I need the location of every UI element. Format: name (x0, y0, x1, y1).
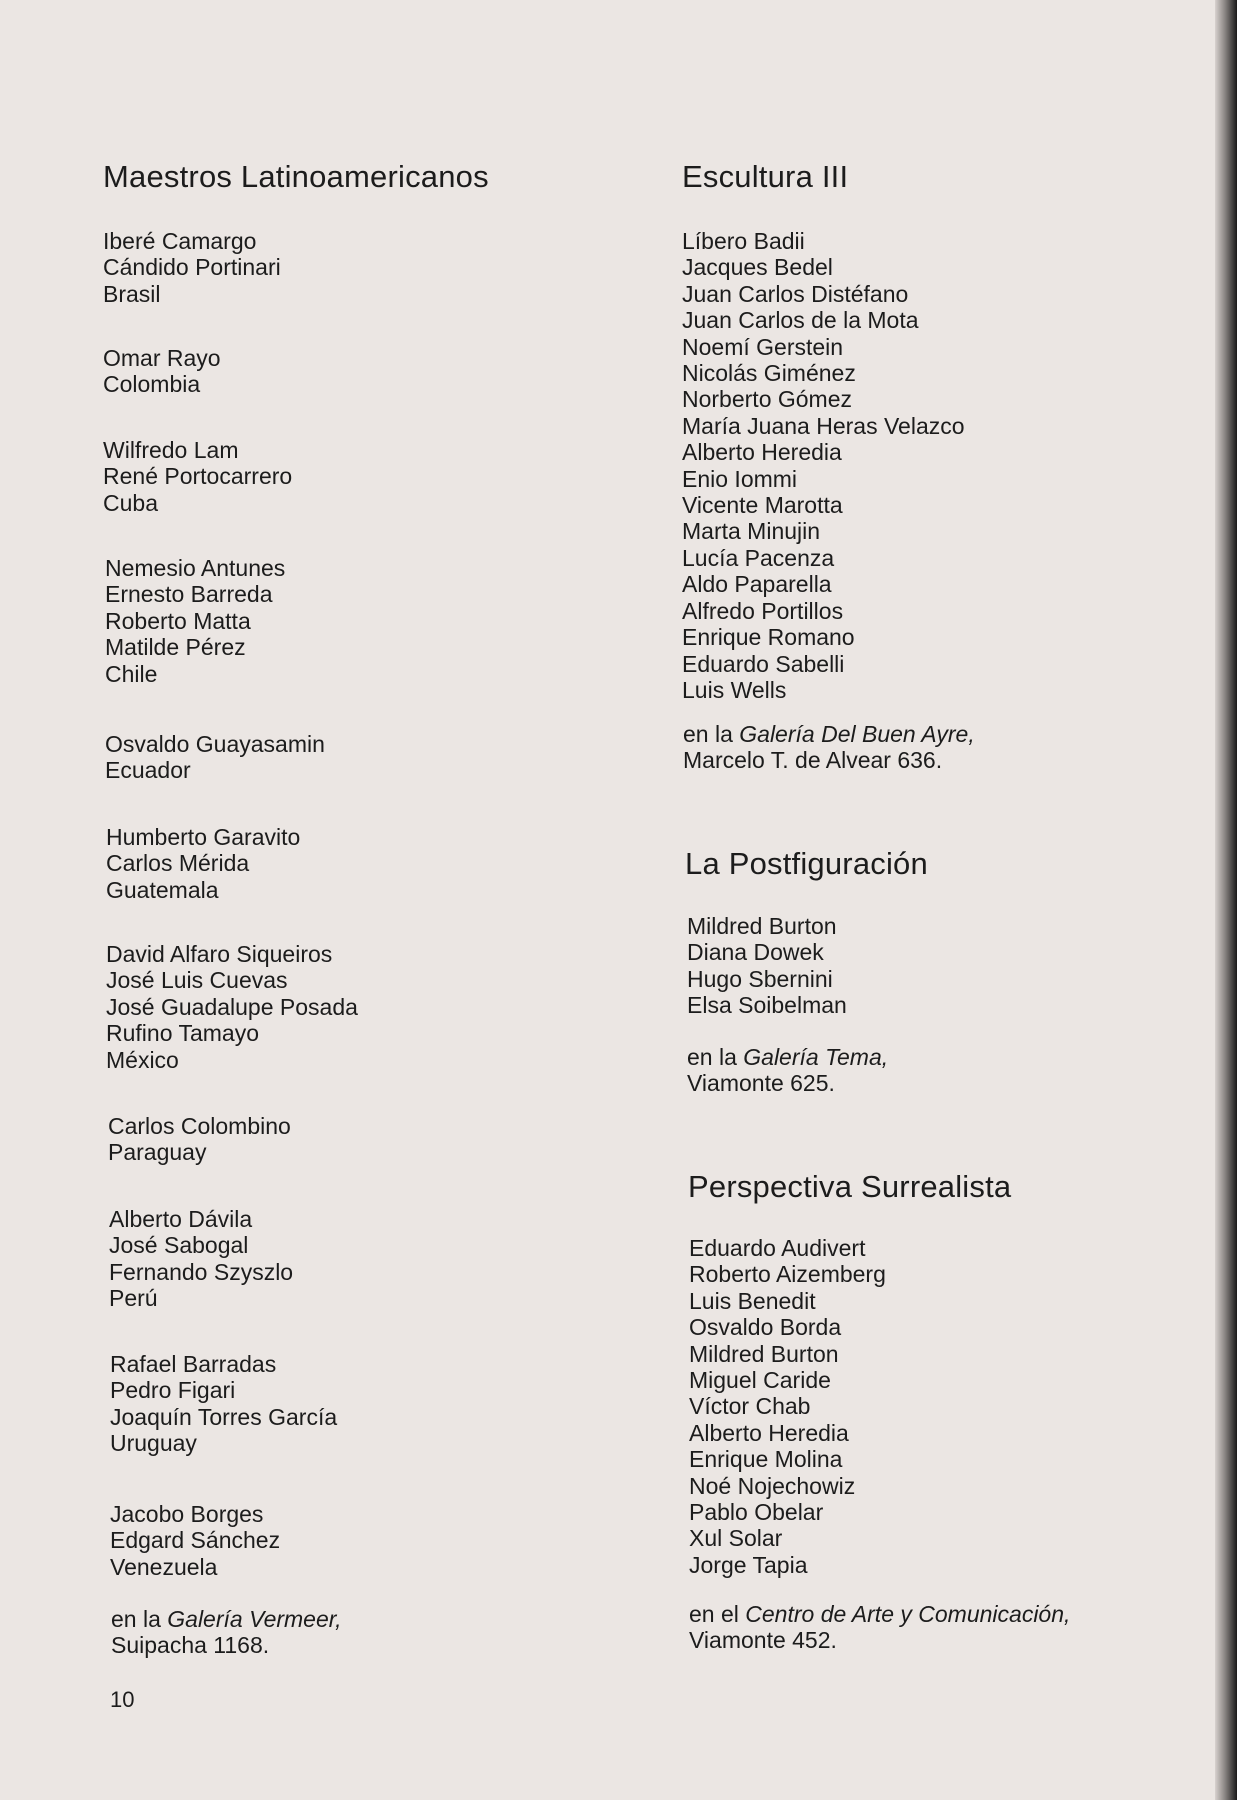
section-title-surrealista: Perspectiva Surrealista (688, 1169, 1012, 1204)
venue-prefix: en la (687, 1044, 744, 1070)
artist-name: Edgard Sánchez (110, 1527, 281, 1554)
venue-line (111, 1606, 342, 1632)
venue-address: Viamonte 452. (689, 1627, 837, 1654)
artist-name: Eduardo Sabelli (682, 650, 845, 677)
artist-name: José Sabogal (109, 1232, 249, 1259)
artist-name: José Guadalupe Posada (106, 993, 358, 1020)
country-name: Uruguay (110, 1430, 197, 1457)
venue-vermeer (111, 1606, 342, 1659)
artist-group-guatemala (106, 824, 300, 903)
section-title-postfiguracion: La Postfiguración (685, 846, 928, 881)
venue-line (687, 1044, 888, 1070)
artist-name: Norberto Gómez (682, 386, 853, 413)
artist-list-escultura (682, 228, 965, 703)
venue-address: Marcelo T. de Alvear 636. (683, 747, 943, 774)
artist-group-mexico (106, 941, 358, 1073)
artist-name: Pedro Figari (110, 1377, 236, 1404)
artist-name: Luis Wells (682, 676, 787, 703)
venue-prefix: en el (689, 1601, 746, 1627)
artist-name: Enrique Romano (682, 624, 855, 651)
artist-name: Mildred Burton (687, 913, 837, 939)
artist-name: Ernesto Barreda (105, 581, 273, 608)
artist-name: Pablo Obelar (689, 1499, 824, 1526)
artist-group-peru (109, 1206, 293, 1312)
artist-name: Líbero Badii (682, 228, 805, 254)
artist-name: René Portocarrero (103, 463, 293, 490)
country-name: Venezuela (110, 1553, 218, 1580)
artist-name: Joaquín Torres García (110, 1403, 338, 1430)
venue-prefix: en la (111, 1606, 168, 1632)
artist-name: Jacobo Borges (110, 1501, 264, 1527)
artist-name: Víctor Chab (689, 1393, 811, 1420)
venue-line (689, 1601, 1070, 1627)
artist-name: Cándido Portinari (103, 254, 281, 281)
country-name: Perú (109, 1285, 158, 1312)
artist-name: Carlos Mérida (106, 850, 250, 877)
country-name: Chile (105, 660, 158, 687)
artist-name: Alberto Heredia (689, 1419, 849, 1446)
venue-name: Galería Tema, (743, 1044, 889, 1070)
artist-name: Alberto Dávila (109, 1206, 253, 1232)
venue-name: Galería Vermeer, (167, 1606, 342, 1632)
artist-group-venezuela (110, 1501, 280, 1580)
venue-tema (687, 1044, 888, 1097)
page-edge-shadow (1215, 0, 1237, 1800)
artist-name: María Juana Heras Velazco (682, 412, 965, 439)
artist-name: Noemí Gerstein (682, 333, 844, 360)
page-number: 10 (110, 1687, 135, 1712)
artist-name: Rafael Barradas (110, 1351, 277, 1377)
artist-name: Lucía Pacenza (682, 544, 835, 571)
artist-group-ecuador (105, 731, 325, 784)
artist-name: Osvaldo Borda (689, 1314, 842, 1341)
section-title-escultura: Escultura III (682, 159, 849, 194)
artist-name: Jorge Tapia (689, 1551, 808, 1578)
artist-name: Enrique Molina (689, 1446, 843, 1473)
artist-name: Rufino Tamayo (106, 1020, 259, 1047)
artist-name: Humberto Garavito (106, 824, 301, 850)
artist-group-uruguay (110, 1351, 337, 1457)
artist-name: Carlos Colombino (108, 1113, 291, 1139)
artist-name: Nicolás Giménez (682, 360, 856, 387)
artist-group-brasil (103, 228, 281, 307)
artist-name: Fernando Szyszlo (109, 1258, 294, 1285)
section-title-maestros: Maestros Latinoamericanos (103, 159, 489, 194)
artist-name: Matilde Pérez (105, 634, 246, 661)
artist-group-chile (105, 555, 285, 687)
artist-name: Hugo Sbernini (687, 965, 833, 992)
artist-name: Xul Solar (689, 1525, 783, 1552)
venue-address: Viamonte 625. (687, 1070, 835, 1097)
artist-name: Elsa Soibelman (687, 992, 847, 1019)
artist-group-colombia (103, 345, 221, 398)
venue-address: Suipacha 1168. (111, 1632, 270, 1659)
artist-name: Jacques Bedel (682, 254, 833, 281)
country-name: Ecuador (105, 757, 191, 784)
artist-list-surrealista (689, 1235, 886, 1578)
venue-centro-arte (689, 1601, 1070, 1654)
artist-name: Mildred Burton (689, 1340, 839, 1367)
artist-name: David Alfaro Siqueiros (106, 941, 333, 967)
artist-name: Marta Minujin (682, 518, 821, 545)
artist-name: Osvaldo Guayasamin (105, 731, 325, 757)
artist-name: Miguel Caride (689, 1367, 831, 1394)
artist-name: Iberé Camargo (103, 228, 257, 254)
country-name: Cuba (103, 489, 158, 516)
venue-name: Centro de Arte y Comunicación, (745, 1601, 1071, 1627)
artist-name: Roberto Matta (105, 607, 251, 634)
artist-name: Roberto Aizemberg (689, 1261, 886, 1288)
venue-name: Galería Del Buen Ayre, (739, 721, 975, 747)
artist-name: Diana Dowek (687, 939, 824, 966)
artist-name: Vicente Marotta (682, 492, 843, 519)
artist-group-paraguay (108, 1113, 291, 1166)
artist-name: Noé Nojechowiz (689, 1472, 856, 1499)
artist-name: Eduardo Audivert (689, 1235, 866, 1261)
artist-name: Wilfredo Lam (103, 437, 239, 463)
artist-name: Omar Rayo (103, 345, 221, 371)
country-name: Brasil (103, 280, 161, 307)
venue-buen-ayre (683, 721, 975, 774)
artist-name: Luis Benedit (689, 1287, 816, 1314)
country-name: Colombia (103, 371, 201, 398)
country-name: México (106, 1046, 179, 1073)
country-name: Paraguay (108, 1139, 207, 1166)
artist-group-cuba (103, 437, 292, 516)
country-name: Guatemala (106, 876, 219, 903)
venue-line (683, 721, 975, 747)
artist-name: Juan Carlos Distéfano (682, 280, 909, 307)
venue-prefix: en la (683, 721, 740, 747)
artist-name: Alfredo Portillos (682, 597, 844, 624)
artist-name: Juan Carlos de la Mota (682, 307, 919, 334)
artist-name: Alberto Heredia (682, 439, 842, 466)
artist-name: Nemesio Antunes (105, 555, 286, 581)
artist-name: José Luis Cuevas (106, 967, 288, 994)
artist-list-postfiguracion (687, 913, 847, 1019)
artist-name: Enio Iommi (682, 465, 798, 492)
artist-name: Aldo Paparella (682, 571, 832, 598)
